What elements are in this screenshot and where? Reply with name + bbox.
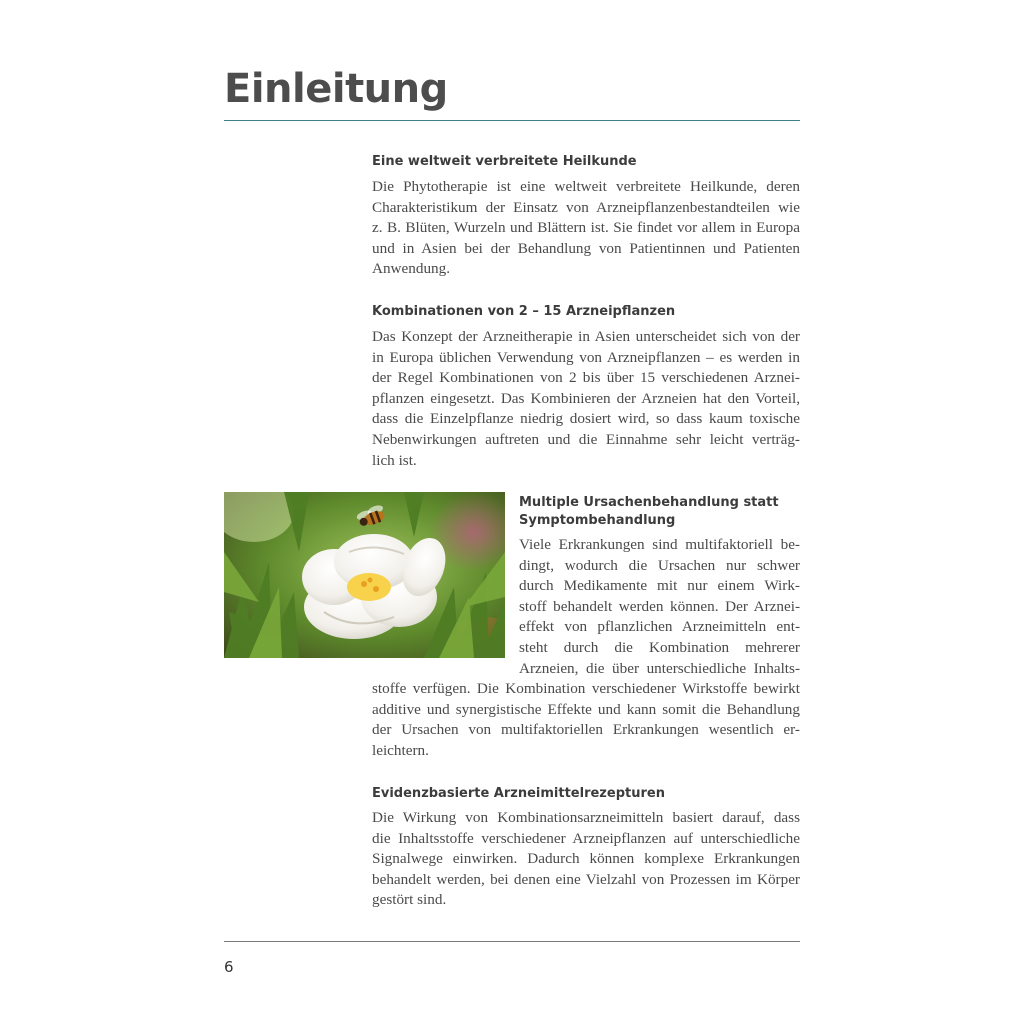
text-line: steht durch die Kombination mehrerer [519, 638, 800, 656]
text-line: der Ursachen von multifaktoriellen Erkrankungen wesentlich er- [372, 721, 800, 739]
text-line: Arzneien, die über unterschiedliche Inhalts- [519, 659, 800, 677]
text-line: gestört sind. [372, 891, 447, 909]
footer-rule [224, 941, 800, 942]
text-line: Die Phytotherapie ist eine weltweit verbreitete Heilkunde, deren [372, 178, 800, 195]
text-line: Die Wirkung von Kombinationsarzneimitteln basiert darauf, dass [372, 809, 800, 826]
text-line: Das Konzept der Arzneitherapie in Asien unterscheidet sich von der [372, 328, 800, 345]
title-rule [224, 120, 800, 121]
text-line: pflanzen eingesetzt. Das Kombinieren der Arzneien hat den Vorteil, [372, 389, 800, 407]
section-heading-ursachen [519, 494, 779, 530]
text-line: stoff behandelt werden können. Der Arznei- [519, 597, 800, 615]
text-line: Viele Erkrankungen sind multifaktoriell be- [519, 536, 800, 553]
text-line: der Regel Kombinationen von 2 bis über 15 verschiedenen Arznei- [372, 369, 800, 387]
page-title: Einleitung [224, 66, 448, 112]
text-line: Anwendung. [372, 260, 451, 278]
text-line: die Inhaltsstoffe verschiedener Arzneipflanzen auf unterschiedliche [372, 829, 800, 847]
section-heading-evidenz: Evidenzbasierte Arzneimittelrezepturen [372, 786, 665, 801]
text-line: behandelt werden, bei denen eine Vielzahl von Prozessen im Körper [372, 870, 800, 888]
section-heading-kombinationen: Kombinationen von 2 – 15 Arzneipflanzen [372, 304, 676, 319]
section-heading-heilkunde: Eine weltweit verbreitete Heilkunde [372, 154, 637, 169]
page-number: 6 [224, 958, 234, 976]
paragraph-ursachen-narrow [519, 535, 800, 679]
text-line: in Europa üblichen Verwendung von Arzneipflanzen – es werden in [372, 348, 800, 366]
paragraph-kombinationen [372, 327, 800, 471]
text-line: Nebenwirkungen auftreten und die Einnahme sehr leicht verträg- [372, 430, 800, 448]
text-line: durch Medikamente mit nur einem Wirk- [519, 577, 800, 595]
text-line: und in Asien bei der Behandlung von Patientinnen und Patienten [372, 239, 800, 257]
text-line: dingt, wodurch die Ursachen nur schwer [519, 556, 800, 574]
text-line: dass die Einzelpflanze niedrig dosiert wird, so dass kaum toxische [372, 410, 800, 428]
paragraph-ursachen-wide [372, 679, 800, 761]
paragraph-heilkunde [372, 177, 800, 280]
text-line: leichtern. [372, 741, 429, 759]
text-line: lich ist. [372, 451, 417, 469]
text-line: Signalwege einwirken. Dadurch können komplexe Erkrankungen [372, 850, 800, 868]
heading-line: Symptombehandlung [519, 513, 676, 528]
paragraph-evidenz [372, 808, 800, 911]
text-line: effekt von pflanzlichen Arzneimitteln ent- [519, 618, 800, 636]
peony-bee-photo [224, 492, 505, 658]
text-line: stoffe verfügen. Die Kombination verschiedener Wirkstoffe bewirkt [372, 680, 800, 697]
text-line: z. B. Blüten, Wurzeln und Blättern ist. Sie findet vor allem in Europa [372, 219, 800, 237]
heading-line: Multiple Ursachenbehandlung statt [519, 495, 779, 510]
text-line: additive und synergistische Effekte und kann somit die Behandlung [372, 700, 800, 718]
text-line: Charakteristikum der Einsatz von Arzneipflanzenbestandteilen wie [372, 198, 800, 216]
